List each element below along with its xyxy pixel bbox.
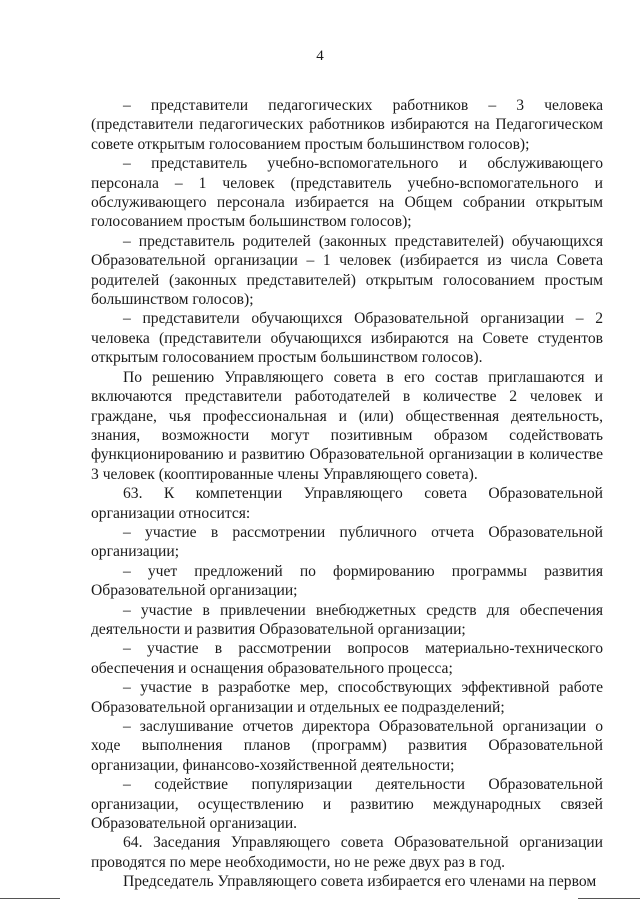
list-item-extrabudgetary-funds: – участие в привлечении внебюджетных средств для обеспечения деятельности и развития Образовательной организации; <box>91 601 603 638</box>
document-body <box>91 96 603 892</box>
list-item-material-support: – участие в рассмотрении вопросов материально-технического обеспечения и оснащения образовательного процесса; <box>91 640 603 677</box>
paragraph-pedagogical-reps: – представители педагогических работников – 3 человека (представители педагогических работников избираются на Педагогическом совете открытым голосованием простым большинством голосов); <box>91 97 603 153</box>
page-number: 4 <box>316 48 324 64</box>
list-item-development-program: – учет предложений по формированию программы развития Образовательной организации; <box>91 562 603 600</box>
paragraph-students-reps: – представители обучающихся Образовательной организации – 2 человека (представители обучающихся избираются на Совете студентов открытым голосованием простым большинством голосов). <box>91 310 603 367</box>
list-item-efficiency-measures: – участие в разработке мер, способствующих эффективной работе Образовательной организации и отдельных ее подразделений; <box>91 679 603 716</box>
list-item-director-reports: – заслушивание отчетов директора Образовательной организации о ходе выполнения планов (программ) развития Образовательной организации, финансово-хозяйственной деятельности; <box>91 718 603 774</box>
paragraph-support-staff-rep: – представитель учебно-вспомогательного и обслуживающего персонала – 1 человек (представитель учебно-вспомогательного и обслуживающего персонала избирается на Общем собрании открытым голосованием простым большинством голосов); <box>91 155 603 231</box>
list-item-popularization: – содействие популяризации деятельности Образовательной организации, осуществлению и развитию международных связей Образовательной организации. <box>91 776 603 833</box>
list-item-public-report: – участие в рассмотрении публичного отчета Образовательной организации; <box>91 523 603 561</box>
paragraph-parents-rep: – представитель родителей (законных представителей) обучающихся Образовательной организации – 1 человек (избирается из числа Совета родителей (законных представителей) открытым голосованием простым большинством голосов); <box>91 232 603 309</box>
paragraph-meetings-64: 64. Заседания Управляющего совета Образовательной организации проводятся по мере необходимости, но не реже двух раз в год. <box>91 834 603 871</box>
paragraph-chairman: Председатель Управляющего совета избирается его членами на первом <box>123 873 597 891</box>
paragraph-competence-63: 63. К компетенции Управляющего совета Образовательной организации относится: <box>91 485 603 522</box>
paragraph-coopted-members: По решению Управляющего совета в его состав приглашаются и включаются представители работодателей в количестве 2 человек и граждане, чья профессиональная и (или) общественная деятельность, знания, возможности могут позитивным образом содействовать функционированию и развитию Образовательной организации в количестве 3 человек (кооптированные члены Управляющего совета). <box>91 368 603 483</box>
bottom-rule-left <box>0 898 60 899</box>
bottom-rule-right <box>578 898 640 899</box>
